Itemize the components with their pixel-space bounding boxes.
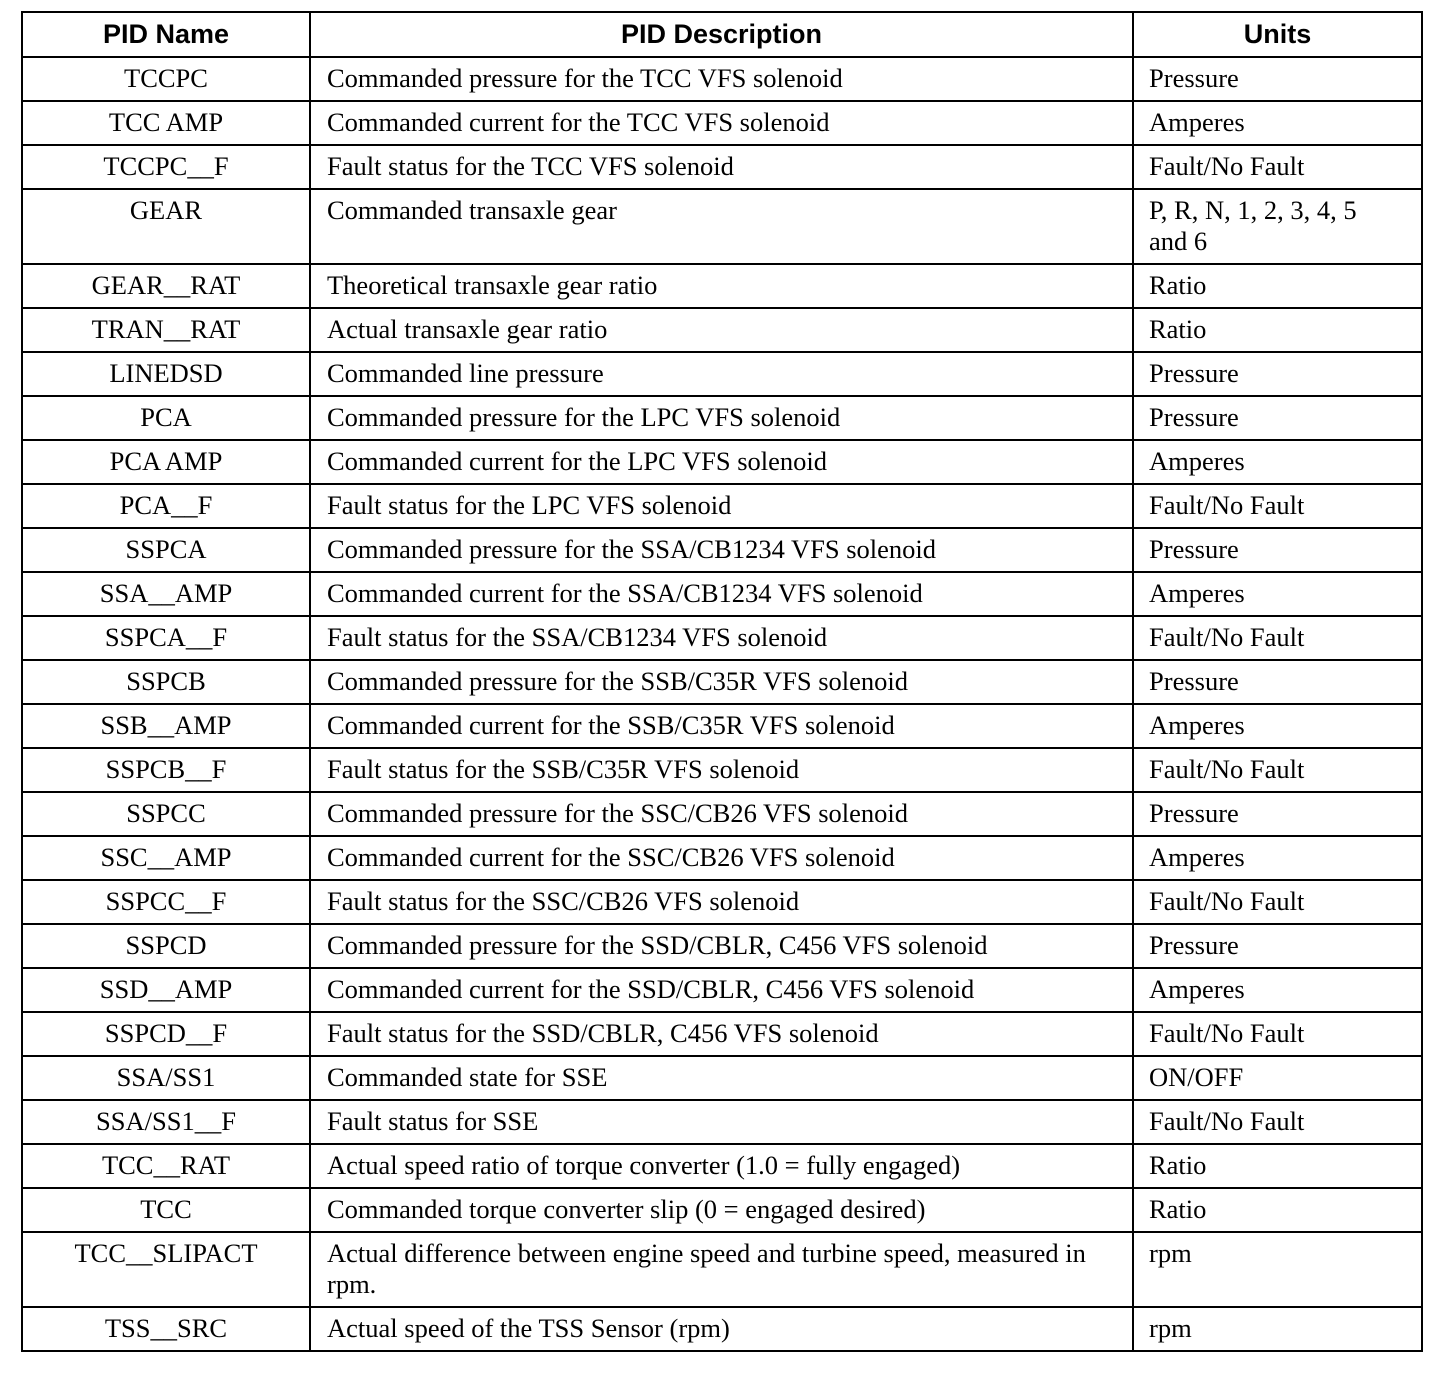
pid-name-cell: SSPCB__F [22,748,310,792]
units-cell: P, R, N, 1, 2, 3, 4, 5 and 6 [1133,189,1422,264]
units-cell: Ratio [1133,308,1422,352]
pid-name-cell: GEAR__RAT [22,264,310,308]
units-cell: Amperes [1133,572,1422,616]
units-cell: Pressure [1133,924,1422,968]
units-cell: Fault/No Fault [1133,145,1422,189]
pid-name-cell: TSS__SRC [22,1307,310,1351]
pid-description-cell: Commanded current for the TCC VFS solenoid [310,101,1133,145]
units-cell: Pressure [1133,396,1422,440]
table-row [22,792,1422,836]
pid-description-cell: Fault status for SSE [310,1100,1133,1144]
pid-name-cell: SSPCD__F [22,1012,310,1056]
pid-description-cell: Commanded torque converter slip (0 = engaged desired) [310,1188,1133,1232]
units-cell: Fault/No Fault [1133,484,1422,528]
pid-name-cell: SSPCC [22,792,310,836]
pid-name-cell: SSD__AMP [22,968,310,1012]
units-cell: Amperes [1133,101,1422,145]
table-row [22,660,1422,704]
pid-description-cell: Commanded transaxle gear [310,189,1133,264]
units-cell: Pressure [1133,57,1422,101]
pid-description-cell: Commanded pressure for the SSC/CB26 VFS solenoid [310,792,1133,836]
pid-name-cell: SSB__AMP [22,704,310,748]
table-row [22,1100,1422,1144]
pid-name-cell: PCA [22,396,310,440]
units-cell: Ratio [1133,1188,1422,1232]
table-row [22,1012,1422,1056]
pid-description-cell: Commanded line pressure [310,352,1133,396]
column-header-pid-description: PID Description [310,12,1133,57]
pid-description-cell: Actual speed ratio of torque converter (1.0 = fully engaged) [310,1144,1133,1188]
pid-description-cell: Commanded current for the LPC VFS solenoid [310,440,1133,484]
units-cell: Fault/No Fault [1133,616,1422,660]
units-cell: Fault/No Fault [1133,1100,1422,1144]
pid-description-cell: Commanded pressure for the LPC VFS solenoid [310,396,1133,440]
table-row [22,308,1422,352]
pid-table [21,11,1423,1352]
table-row [22,145,1422,189]
table-row [22,924,1422,968]
pid-description-cell: Actual difference between engine speed and turbine speed, measured in rpm. [310,1232,1133,1307]
pid-name-cell: TCC__RAT [22,1144,310,1188]
pid-name-cell: PCA__F [22,484,310,528]
units-cell: rpm [1133,1232,1422,1307]
pid-name-cell: SSPCA__F [22,616,310,660]
pid-description-cell: Fault status for the SSA/CB1234 VFS solenoid [310,616,1133,660]
units-cell: Ratio [1133,264,1422,308]
pid-description-cell: Commanded current for the SSB/C35R VFS solenoid [310,704,1133,748]
pid-name-cell: SSA/SS1 [22,1056,310,1100]
units-cell: Amperes [1133,836,1422,880]
table-row [22,352,1422,396]
table-row [22,704,1422,748]
pid-name-cell: TCCPC [22,57,310,101]
units-cell: Pressure [1133,528,1422,572]
pid-description-cell: Fault status for the SSB/C35R VFS solenoid [310,748,1133,792]
units-cell: Pressure [1133,792,1422,836]
pid-name-cell: SSPCC__F [22,880,310,924]
pid-description-cell: Actual speed of the TSS Sensor (rpm) [310,1307,1133,1351]
units-cell: Pressure [1133,660,1422,704]
table-row [22,484,1422,528]
column-header-pid-name: PID Name [22,12,310,57]
table-row [22,572,1422,616]
pid-name-cell: PCA AMP [22,440,310,484]
table-row [22,440,1422,484]
pid-description-cell: Commanded pressure for the TCC VFS solenoid [310,57,1133,101]
pid-description-cell: Commanded pressure for the SSA/CB1234 VFS solenoid [310,528,1133,572]
pid-description-cell: Actual transaxle gear ratio [310,308,1133,352]
pid-name-cell: TCC__SLIPACT [22,1232,310,1307]
units-cell: Pressure [1133,352,1422,396]
units-cell: Fault/No Fault [1133,880,1422,924]
pid-name-cell: GEAR [22,189,310,264]
table-row [22,1307,1422,1351]
pid-name-cell: SSC__AMP [22,836,310,880]
header-row [22,12,1422,57]
pid-description-cell: Commanded pressure for the SSD/CBLR, C456 VFS solenoid [310,924,1133,968]
pid-description-cell: Commanded current for the SSD/CBLR, C456 VFS solenoid [310,968,1133,1012]
pid-name-cell: TCC AMP [22,101,310,145]
table-row [22,880,1422,924]
table-row [22,1056,1422,1100]
table-row [22,189,1422,264]
pid-name-cell: LINEDSD [22,352,310,396]
table-row [22,1144,1422,1188]
pid-description-cell: Theoretical transaxle gear ratio [310,264,1133,308]
pid-description-cell: Fault status for the TCC VFS solenoid [310,145,1133,189]
pid-description-cell: Commanded pressure for the SSB/C35R VFS solenoid [310,660,1133,704]
table-header [22,12,1422,57]
pid-name-cell: SSPCA [22,528,310,572]
table-row [22,101,1422,145]
table-row [22,616,1422,660]
pid-description-cell: Commanded current for the SSC/CB26 VFS solenoid [310,836,1133,880]
pid-description-cell: Commanded current for the SSA/CB1234 VFS solenoid [310,572,1133,616]
units-cell: Ratio [1133,1144,1422,1188]
pid-description-cell: Fault status for the SSD/CBLR, C456 VFS solenoid [310,1012,1133,1056]
pid-description-cell: Commanded state for SSE [310,1056,1133,1100]
units-cell: Amperes [1133,440,1422,484]
pid-name-cell: SSA/SS1__F [22,1100,310,1144]
table-row [22,836,1422,880]
pid-name-cell: TCCPC__F [22,145,310,189]
units-cell: Amperes [1133,704,1422,748]
table-row [22,528,1422,572]
table-row [22,396,1422,440]
table-row [22,57,1422,101]
pid-name-cell: TCC [22,1188,310,1232]
units-cell: Amperes [1133,968,1422,1012]
table-row [22,264,1422,308]
units-cell: Fault/No Fault [1133,748,1422,792]
pid-name-cell: TRAN__RAT [22,308,310,352]
column-header-units: Units [1133,12,1422,57]
pid-description-cell: Fault status for the LPC VFS solenoid [310,484,1133,528]
units-cell: Fault/No Fault [1133,1012,1422,1056]
pid-name-cell: SSA__AMP [22,572,310,616]
table-body [22,57,1422,1351]
table-row [22,1232,1422,1307]
table-row [22,968,1422,1012]
table-row [22,1188,1422,1232]
units-cell: ON/OFF [1133,1056,1422,1100]
pid-name-cell: SSPCD [22,924,310,968]
pid-name-cell: SSPCB [22,660,310,704]
pid-description-cell: Fault status for the SSC/CB26 VFS solenoid [310,880,1133,924]
table-row [22,748,1422,792]
units-cell: rpm [1133,1307,1422,1351]
